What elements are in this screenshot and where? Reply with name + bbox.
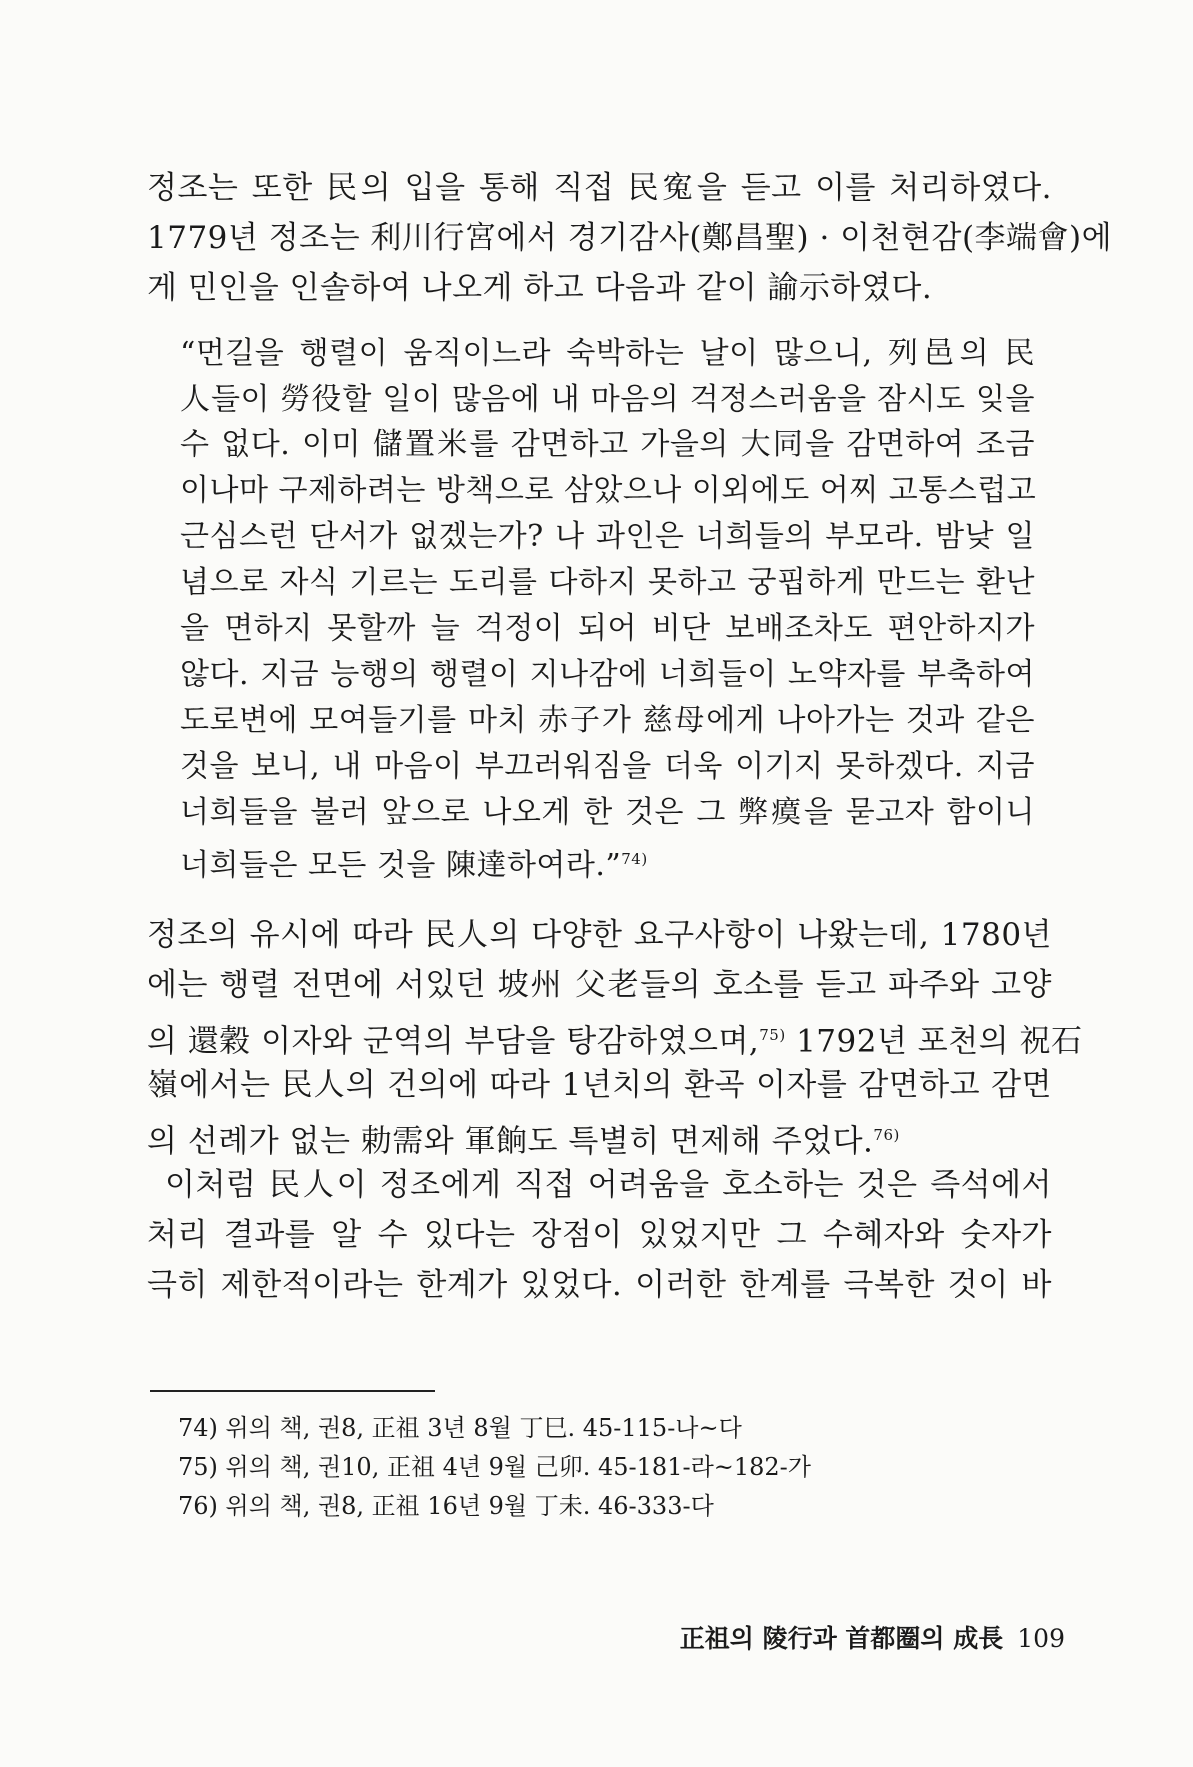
- paragraph2-text: 1792년 포천의 祝石: [785, 1023, 1083, 1060]
- paragraph2-line: [147, 1115, 1052, 1161]
- paragraph1-line: 게 민인을 인솔하여 나오게 하고 다음과 같이 諭示하였다.: [147, 270, 933, 306]
- paragraph2-text: 의 선례가 없는 勅需와 軍餉도 특별히 면제해 주었다.: [147, 1123, 874, 1160]
- footnote-divider: [150, 1390, 435, 1392]
- paragraph2-line: 에는 행렬 전면에 서있던 坡州 父老들의 호소를 듣고 파주와 고양: [147, 967, 1052, 1003]
- quote-line-last: [180, 839, 1035, 886]
- footnote-74: 74) 위의 책, 권8, 正祖 3년 8월 丁巳. 45-115-나~다: [178, 1414, 742, 1442]
- quote-line: 않다. 지금 능행의 행렬이 지나감에 너희들이 노약자를 부축하여: [180, 657, 1035, 692]
- quote-line: 너희들을 불러 앞으로 나오게 한 것은 그 弊瘼을 묻고자 함이니: [180, 795, 1035, 830]
- running-footer: [620, 1622, 1065, 1656]
- paragraph2-line: [147, 1015, 1083, 1061]
- paragraph1-line: 1779년 정조는 利川行宮에서 경기감사(鄭昌聖) · 이천현감(李端會)에: [147, 220, 1113, 256]
- paragraph2-text: 의 還穀 이자와 군역의 부담을 탕감하였으며,: [147, 1023, 760, 1060]
- footnote-75: 75) 위의 책, 권10, 正祖 4년 9월 己卯. 45-181-라~182-가: [178, 1453, 811, 1481]
- paragraph3-line: 이처럼 民人이 정조에게 직접 어려움을 호소하는 것은 즉석에서: [165, 1167, 1052, 1203]
- quote-line: 수 없다. 이미 儲置米를 감면하고 가을의 大同을 감면하여 조금: [180, 427, 1035, 462]
- quote-line: 을 면하지 못할까 늘 걱정이 되어 비단 보배조차도 편안하지가: [180, 611, 1035, 646]
- quote-line: 이나마 구제하려는 방책으로 삼았으나 이외에도 어찌 고통스럽고: [180, 473, 1037, 508]
- quote-line: 근심스런 단서가 없겠는가? 나 과인은 너희들의 부모라. 밤낮 일: [180, 519, 1035, 554]
- paragraph1-line: 정조는 또한 民의 입을 통해 직접 民寃을 듣고 이를 처리하였다.: [147, 170, 1052, 206]
- quote-line: “먼길을 행렬이 움직이느라 숙박하는 날이 많으니, 列邑의 民: [180, 336, 1035, 371]
- footnote-76: 76) 위의 책, 권8, 正祖 16년 9월 丁未. 46-333-다: [178, 1492, 714, 1520]
- paragraph3-line: 처리 결과를 알 수 있다는 장점이 있었지만 그 수혜자와 숫자가: [147, 1217, 1052, 1253]
- paragraph2-line: 嶺에서는 民人의 건의에 따라 1년치의 환곡 이자를 감면하고 감면: [147, 1067, 1052, 1103]
- footnote-ref-76[interactable]: 76): [873, 1126, 900, 1144]
- paragraph2-line: 정조의 유시에 따라 民人의 다양한 요구사항이 나왔는데, 1780년: [147, 917, 1052, 953]
- running-title: 正祖의 陵行과 首都圈의 成長: [679, 1624, 1004, 1653]
- paragraph3-line: 극히 제한적이라는 한계가 있었다. 이러한 한계를 극복한 것이 바: [147, 1267, 1052, 1303]
- quote-line: 것을 보니, 내 마음이 부끄러워짐을 더욱 이기지 못하겠다. 지금: [180, 749, 1035, 784]
- quote-line: 도로변에 모여들기를 마치 赤子가 慈母에게 나아가는 것과 같은: [180, 703, 1035, 738]
- quote-text: 너희들은 모든 것을 陳達하여라.”: [180, 848, 622, 883]
- footnote-ref-75[interactable]: 75): [759, 1026, 786, 1044]
- quote-line: 념으로 자식 기르는 도리를 다하지 못하고 궁핍하게 만드는 환난: [180, 565, 1035, 600]
- quote-line: 人들이 勞役할 일이 많음에 내 마음의 걱정스러움을 잠시도 잊을: [180, 382, 1035, 417]
- footnote-ref-74[interactable]: 74): [621, 850, 648, 868]
- page-number: 109: [1017, 1624, 1065, 1653]
